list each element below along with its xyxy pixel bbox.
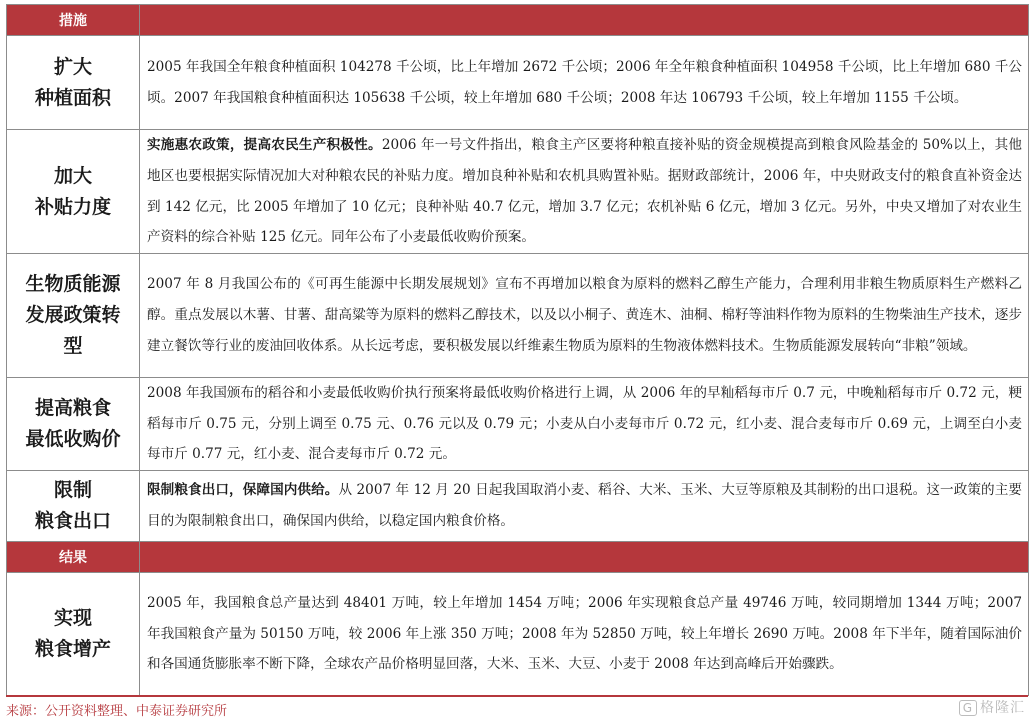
result-text-grain-output — [140, 573, 1029, 696]
measure-lead: 限制粮食出口，保障国内供给。 — [147, 482, 339, 499]
watermark-text: 格隆汇 — [980, 700, 1025, 716]
measure-text-min-price — [140, 378, 1029, 471]
policy-table-container — [6, 4, 1028, 696]
table-row — [7, 254, 1029, 378]
measure-body: 从 2007 年 12 月 20 日起我国取消小麦、稻谷、大米、玉米、大豆等原粮及其制粉的出口退税。这一政策的主要目的为限制粮食出口，确保国内供给，以稳定国内粮食价格。 — [147, 482, 1022, 530]
measure-label-expand-area: 扩大 种植面积 — [7, 36, 140, 130]
measure-label-bioenergy: 生物质能源 发展政策转 型 — [7, 254, 140, 378]
measure-text-export-limit — [140, 471, 1029, 542]
measures-header-row — [7, 5, 1029, 36]
result-body: 2005 年，我国粮食总产量达到 48401 万吨，较上年增加 1454 万吨；2006 年实现粮食总产量 49746 万吨，较同期增加 1344 万吨；2007 年我国粮食产量为 50150 万吨，较 2006 年上涨 350 万吨；2008 年为 52850 万吨，较上年增长 2690 万吨。2008 年下半年，随着国际油价和各国通货膨胀率不断下降，全球农产品价格明显回落，大米、玉米、大豆、小麦于 2008 年达到高峰后开始骤跌。 — [147, 595, 1022, 673]
measure-body: 2006 年一号文件指出，粮食主产区要将种粮直接补贴的资金规模提高到粮食风险基金的 50%以上，其他地区也要根据实际情况加大对种粮农民的补贴力度。增加良种补贴和农机具购置补贴。据财政部统计，2006 年，中央财政支付的粮食直补资金达到 142 亿元，比 2005 年增加了 10 亿元；良种补贴 40.7 亿元，增加 3.7 亿元；农机补贴 6 亿元，增加 3 亿元。另外，中央又增加了对农业生产资料的综合补贴 125 亿元。同年公布了小麦最低收购价预案。 — [147, 137, 1022, 246]
measure-text-subsidies — [140, 130, 1029, 254]
table-row — [7, 36, 1029, 130]
table-row — [7, 130, 1029, 254]
measure-body: 2008 年我国颁布的稻谷和小麦最低收购价执行预案将最低收购价格进行上调，从 2006 年的早籼稻每市斤 0.7 元，中晚籼稻每市斤 0.72 元，粳稻每市斤 0.75 元，分别上调至 0.75 元、0.76 元以及 0.79 元；小麦从白小麦每市斤 0.72 元，红小麦、混合麦每市斤 0.69 元，上调至白小麦每市斤 0.77 元，红小麦、混合麦每市斤 0.72 元。 — [147, 385, 1022, 463]
measures-header-blank — [140, 5, 1029, 36]
source-divider — [6, 695, 1028, 697]
table-row — [7, 378, 1029, 471]
results-header: 结果 — [7, 542, 140, 573]
table-row — [7, 471, 1029, 542]
result-label-grain-output: 实现 粮食增产 — [7, 573, 140, 696]
measure-text-bioenergy — [140, 254, 1029, 378]
measure-label-subsidies: 加大 补贴力度 — [7, 130, 140, 254]
policy-table — [6, 4, 1029, 696]
measure-label-export-limit: 限制 粮食出口 — [7, 471, 140, 542]
results-header-row — [7, 542, 1029, 573]
measure-body: 2007 年 8 月我国公布的《可再生能源中长期发展规划》宣布不再增加以粮食为原料的燃料乙醇生产能力，合理利用非粮生物质原料生产燃料乙醇。重点发展以木薯、甘薯、甜高粱等为原料的燃料乙醇技术，以及以小桐子、黄连木、油桐、棉籽等油料作物为原料的生物柴油生产技术，逐步建立餐饮等行业的废油回收体系。从长远考虑，要积极发展以纤维素生物质为原料的生物液体燃料技术。生物质能源发展转向“非粮”领域。 — [147, 276, 1022, 354]
measure-body: 2005 年我国全年粮食种植面积 104278 千公顷，比上年增加 2672 千公顷；2006 年全年粮食种植面积 104958 千公顷，比上年增加 680 千公顷。2007 年我国粮食种植面积达 105638 千公顷，较上年增加 680 千公顷；2008 年达 106793 千公顷，较上年增加 1155 千公顷。 — [147, 58, 1022, 106]
table-row — [7, 573, 1029, 696]
measure-lead: 实施惠农政策，提高农民生产积极性。 — [147, 137, 382, 154]
watermark-logo-icon: G — [959, 700, 977, 716]
measure-text-expand-area — [140, 36, 1029, 130]
measures-header: 措施 — [7, 5, 140, 36]
results-header-blank — [140, 542, 1029, 573]
source-note: 来源：公开资料整理、中泰证券研究所 — [6, 704, 228, 719]
measure-label-min-price: 提高粮食 最低收购价 — [7, 378, 140, 471]
watermark — [959, 697, 1025, 717]
